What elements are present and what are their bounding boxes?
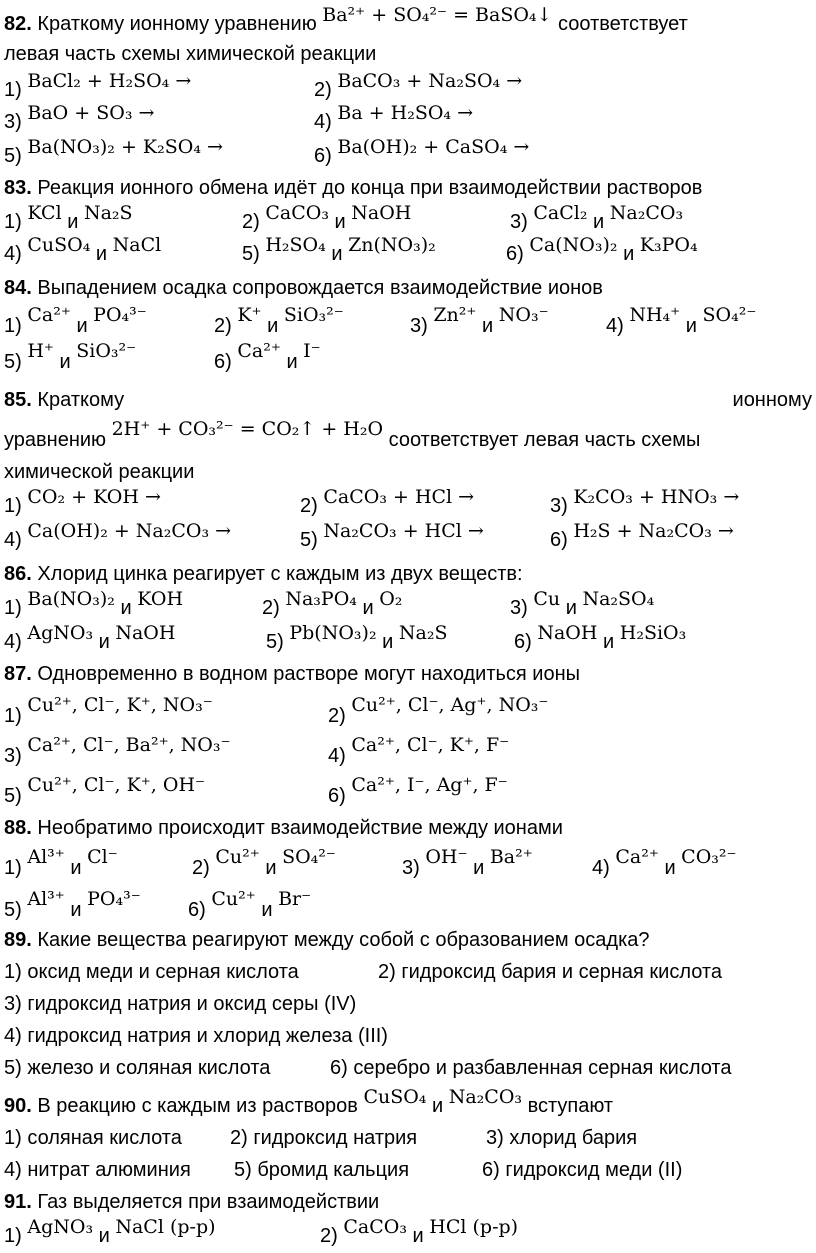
option-number: 4) [4, 529, 22, 551]
option-number: 1) [4, 315, 22, 337]
option-number: 2) [314, 79, 332, 101]
option-ion-b: SiO₃²⁻ [283, 304, 344, 326]
q85-lead [4, 388, 124, 412]
q83-option-2 [242, 202, 412, 234]
option-ion-b: SiO₃²⁻ [76, 340, 137, 362]
q87-option-3 [4, 734, 231, 768]
option-ion-a: Al³⁺ [27, 846, 65, 868]
option-ion-b: Br⁻ [278, 888, 312, 910]
q86-option-4 [4, 622, 176, 654]
option-conjunction: и [362, 597, 374, 619]
q86-option-2 [262, 588, 403, 620]
q86-option-1 [4, 588, 184, 620]
option-number: 3) [550, 495, 568, 517]
q87-option-6 [328, 774, 508, 808]
q86-text: Хлорид цинка реагирует с каждым из двух веществ: [37, 563, 523, 585]
option-ion-b: Cl⁻ [87, 846, 118, 868]
option-ion-b: PO₄³⁻ [87, 888, 141, 910]
option-ion-b: I⁻ [303, 340, 321, 362]
option-number: 1) [4, 857, 22, 879]
q88-option-6 [188, 888, 312, 922]
option-formula: BaO + SO₃ → [27, 102, 155, 124]
option-conjunction: и [286, 351, 298, 373]
q87-text: Одновременно в водном растворе могут находиться ионы [37, 663, 581, 685]
option-ion-b: NO₃⁻ [498, 304, 549, 326]
q91-text: Газ выделяется при взаимодействии [37, 1191, 380, 1213]
q86-option-3 [510, 588, 655, 620]
option-ion-b: PO₄³⁻ [93, 304, 147, 326]
q85-line3: химической реакции [4, 461, 195, 483]
option-conjunction: и [593, 211, 605, 233]
q87-option-1 [4, 694, 213, 728]
q87-option-2 [328, 694, 549, 728]
q84-option-1 [4, 304, 147, 338]
q84-option-4 [606, 304, 757, 338]
option-formula-b: K₃PO₄ [639, 234, 698, 256]
q82-option-1 [4, 70, 192, 102]
q87-heading [4, 662, 812, 686]
option-conjunction: и [623, 243, 635, 265]
q87-option-5 [4, 774, 206, 808]
option-number: 2) [320, 1225, 338, 1247]
q90-option-2: 2) гидроксид натрия [230, 1127, 418, 1149]
option-conjunction: и [664, 857, 676, 879]
q88-text: Необратимо происходит взаимодействие между ионами [37, 817, 563, 839]
q90-formula-a: CuSO₄ [363, 1086, 427, 1108]
q88-number: 88. [4, 817, 32, 839]
option-number: 3) [510, 597, 528, 619]
option-ion-a: NH₄⁺ [629, 304, 681, 326]
q82-text-2: соответствует [558, 13, 688, 35]
option-conjunction: и [95, 243, 108, 265]
option-number: 3) [4, 745, 22, 767]
option-number: 6) [214, 351, 232, 373]
q90-heading [4, 1086, 812, 1118]
option-number: 4) [314, 111, 332, 133]
option-conjunction: и [59, 351, 71, 373]
q83-option-3 [510, 202, 684, 234]
option-formula-b: NaCl [112, 234, 162, 256]
option-ion-b: SO₄²⁻ [282, 846, 336, 868]
q85-option-4 [4, 520, 232, 552]
q84-text: Выпадением осадка сопровождается взаимодействие ионов [37, 277, 603, 299]
option-formula-b: KOH [137, 588, 184, 610]
option-formula: BaCl₂ + H₂SO₄ → [27, 70, 192, 92]
q85-option-3 [550, 486, 740, 518]
q87-option-4 [328, 734, 510, 768]
q83-option-6 [506, 234, 698, 266]
q90-option-3: 3) хлорид бария [486, 1127, 638, 1149]
q89-text: Какие вещества реагируют между собой с образованием осадка? [37, 929, 650, 951]
q82-option-6 [314, 136, 530, 168]
option-conjunction: и [70, 899, 82, 921]
q91-option-2 [320, 1216, 519, 1248]
option-ions: Ca²⁺, I⁻, Ag⁺, F⁻ [351, 774, 508, 796]
q89-option-5: 5) железо и соляная кислота [4, 1057, 271, 1079]
q88-option-5 [4, 888, 141, 922]
option-conjunction: и [70, 857, 82, 879]
q82-text-1: Краткому ионному уравнению [37, 13, 317, 35]
q88-option-3 [402, 846, 533, 880]
option-ion-b: SO₄²⁻ [702, 304, 757, 326]
q84-option-5 [4, 340, 137, 374]
q83-text: Реакция ионного обмена идёт до конца при взаимодействии растворов [37, 177, 703, 199]
option-conjunction: и [565, 597, 577, 619]
option-conjunction: и [685, 315, 697, 337]
option-ion-a: K⁺ [237, 304, 262, 326]
option-number: 2) [262, 597, 280, 619]
q90-number: 90. [4, 1095, 32, 1117]
option-number: 3) [410, 315, 428, 337]
option-formula-b: Na₂CO₃ [609, 202, 684, 224]
q91-number: 91. [4, 1191, 32, 1213]
option-number: 6) [328, 785, 346, 807]
option-conjunction: и [98, 631, 110, 653]
option-number: 6) [506, 243, 524, 265]
option-number: 6) [188, 899, 206, 921]
q83-option-5 [242, 234, 436, 266]
option-number: 5) [242, 243, 260, 265]
option-formula: K₂CO₃ + HNO₃ → [573, 486, 740, 508]
option-formula-a: CaCO₃ [343, 1216, 407, 1238]
q90-option-5: 5) бромид кальция [234, 1159, 410, 1181]
option-formula: Ba + H₂SO₄ → [337, 102, 474, 124]
option-ion-b: CO₃²⁻ [681, 846, 737, 868]
option-number: 1) [4, 1225, 22, 1247]
option-number: 2) [242, 211, 260, 233]
option-formula-b: NaCl (р-р) [115, 1216, 216, 1238]
q85-word-2: ионному [732, 389, 812, 411]
option-conjunction: и [473, 857, 485, 879]
q82-option-2 [314, 70, 523, 102]
q88-heading [4, 816, 812, 840]
option-formula: BaCO₃ + Na₂SO₄ → [337, 70, 523, 92]
option-number: 5) [4, 145, 22, 167]
q82-option-5 [4, 136, 223, 168]
option-number: 5) [4, 899, 22, 921]
q85-line1 [4, 388, 812, 412]
option-ions: Cu²⁺, Cl⁻, Ag⁺, NO₃⁻ [351, 694, 549, 716]
option-formula: Na₂CO₃ + HCl → [323, 520, 484, 542]
option-conjunction: и [261, 899, 273, 921]
option-formula-b: Zn(NO₃)₂ [348, 234, 436, 256]
q88-option-2 [192, 846, 336, 880]
option-conjunction: и [67, 211, 79, 233]
option-conjunction: и [267, 315, 279, 337]
q83-option-1 [4, 202, 133, 234]
option-formula-a: KCl [27, 202, 62, 224]
q85-text-1: уравнению [4, 429, 107, 451]
option-formula-a: Pb(NO₃)₂ [289, 622, 377, 644]
option-conjunction: и [482, 315, 494, 337]
q88-option-1 [4, 846, 118, 880]
q86-number: 86. [4, 563, 32, 585]
q85-text-2: соответствует левая часть схемы [388, 429, 701, 451]
option-number: 6) [550, 529, 568, 551]
option-formula-a: CaCO₃ [265, 202, 329, 224]
q85-word-1: Краткому [37, 389, 125, 411]
q82-option-4 [314, 102, 474, 134]
option-formula-a: H₂SO₄ [265, 234, 326, 256]
q90-option-4: 4) нитрат алюминия [4, 1159, 191, 1181]
option-formula: Ba(OH)₂ + CaSO₄ → [337, 136, 530, 158]
option-number: 5) [4, 351, 22, 373]
q83-option-4 [4, 234, 162, 266]
option-conjunction: и [603, 631, 615, 653]
option-number: 3) [4, 111, 22, 133]
q82-number: 82. [4, 13, 32, 35]
q90-text-2: вступают [527, 1095, 614, 1117]
option-number: 1) [4, 705, 22, 727]
q85-option-1 [4, 486, 161, 518]
option-number: 4) [592, 857, 610, 879]
option-number: 2) [300, 495, 318, 517]
q84-option-6 [214, 340, 321, 374]
option-conjunction: и [334, 211, 346, 233]
option-conjunction: и [382, 631, 394, 653]
q82-line2: левая часть схемы химической реакции [4, 43, 377, 65]
q90-conjunction: и [431, 1095, 444, 1117]
q82-line1 [4, 4, 812, 36]
option-formula: H₂S + Na₂CO₃ → [573, 520, 734, 542]
option-ions: Ca²⁺, Cl⁻, K⁺, F⁻ [351, 734, 510, 756]
option-number: 5) [300, 529, 318, 551]
option-formula-a: Ca(NO₃)₂ [529, 234, 618, 256]
q85-line2 [4, 418, 812, 452]
q84-option-2 [214, 304, 344, 338]
option-formula-b: Na₂S [83, 202, 133, 224]
q85-number: 85. [4, 389, 32, 411]
q89-option-1: 1) оксид меди и серная кислота [4, 961, 299, 983]
q90-option-6: 6) гидроксид меди (II) [482, 1159, 683, 1181]
q82-option-3 [4, 102, 155, 134]
option-ion-a: Cu²⁺ [215, 846, 260, 868]
option-conjunction: и [412, 1225, 424, 1247]
option-number: 3) [402, 857, 420, 879]
option-ion-a: OH⁻ [425, 846, 468, 868]
q91-heading [4, 1190, 812, 1214]
option-conjunction: и [265, 857, 277, 879]
q86-option-5 [266, 622, 448, 654]
option-formula-a: Ba(NO₃)₂ [27, 588, 115, 610]
q85-equation: 2H⁺ + CO₃²⁻ = CO₂↑ + H₂O [111, 418, 384, 440]
option-ion-a: Zn²⁺ [433, 304, 477, 326]
option-number: 4) [4, 243, 22, 265]
option-formula-a: AgNO₃ [27, 1216, 94, 1238]
option-formula-b: Na₂SO₄ [582, 588, 655, 610]
option-conjunction: и [331, 243, 343, 265]
q91-option-1 [4, 1216, 216, 1248]
q87-number: 87. [4, 663, 32, 685]
option-formula-a: CaCl₂ [533, 202, 588, 224]
q89-option-6: 6) серебро и разбавленная серная кислота [330, 1057, 732, 1079]
option-number: 2) [214, 315, 232, 337]
option-ion-a: Ca²⁺ [27, 304, 71, 326]
option-number: 2) [328, 705, 346, 727]
option-formula-a: Cu [533, 588, 561, 610]
option-number: 2) [192, 857, 210, 879]
q83-number: 83. [4, 177, 32, 199]
q86-option-6 [514, 622, 687, 654]
option-conjunction: и [98, 1225, 110, 1247]
option-number: 1) [4, 495, 22, 517]
option-formula: CaCO₃ + HCl → [323, 486, 475, 508]
option-formula-a: CuSO₄ [27, 234, 91, 256]
option-ion-a: Ca²⁺ [615, 846, 659, 868]
q83-heading [4, 176, 812, 200]
q85-option-5 [300, 520, 484, 552]
option-formula-a: Na₃PO₄ [285, 588, 357, 610]
q89-number: 89. [4, 929, 32, 951]
q85-option-6 [550, 520, 734, 552]
option-number: 1) [4, 211, 22, 233]
option-ions: Cu²⁺, Cl⁻, K⁺, OH⁻ [27, 774, 206, 796]
q88-option-4 [592, 846, 737, 880]
option-conjunction: и [76, 315, 88, 337]
q89-heading [4, 928, 812, 952]
q89-option-3: 3) гидроксид натрия и оксид серы (IV) [4, 993, 357, 1015]
option-formula-b: O₂ [379, 588, 403, 610]
q86-heading [4, 562, 812, 586]
option-ion-a: Cu²⁺ [211, 888, 256, 910]
option-formula: CO₂ + KOH → [27, 486, 161, 508]
option-ion-b: Ba²⁺ [489, 846, 533, 868]
option-number: 5) [266, 631, 284, 653]
option-formula-b: NaOH [115, 622, 176, 644]
q90-text-1: В реакцию с каждым из растворов [37, 1095, 358, 1117]
q84-option-3 [410, 304, 549, 338]
q89-option-4: 4) гидроксид натрия и хлорид железа (III) [4, 1025, 388, 1047]
option-ion-a: Al³⁺ [27, 888, 65, 910]
option-formula-a: AgNO₃ [27, 622, 94, 644]
option-formula: Ca(OH)₂ + Na₂CO₃ → [27, 520, 232, 542]
option-formula: Ba(NO₃)₂ + K₂SO₄ → [27, 136, 223, 158]
option-formula-b: H₂SiO₃ [619, 622, 687, 644]
option-number: 4) [4, 631, 22, 653]
option-formula-a: NaOH [537, 622, 598, 644]
option-number: 3) [510, 211, 528, 233]
option-number: 5) [4, 785, 22, 807]
option-ions: Ca²⁺, Cl⁻, Ba²⁺, NO₃⁻ [27, 734, 231, 756]
q90-formula-b: Na₂CO₃ [448, 1086, 523, 1108]
option-number: 4) [328, 745, 346, 767]
option-number: 6) [314, 145, 332, 167]
q89-option-2: 2) гидроксид бария и серная кислота [378, 961, 722, 983]
option-formula-b: NaOH [351, 202, 412, 224]
q84-heading [4, 276, 812, 300]
option-formula-b: HCl (р-р) [429, 1216, 519, 1238]
option-formula-b: Na₂S [398, 622, 448, 644]
option-number: 4) [606, 315, 624, 337]
option-conjunction: и [120, 597, 132, 619]
q82-equation: Ba²⁺ + SO₄²⁻ = BaSO₄↓ [322, 4, 553, 26]
option-ion-a: H⁺ [27, 340, 54, 362]
option-number: 1) [4, 597, 22, 619]
option-ions: Cu²⁺, Cl⁻, K⁺, NO₃⁻ [27, 694, 213, 716]
q84-number: 84. [4, 277, 32, 299]
q90-option-1: 1) соляная кислота [4, 1127, 182, 1149]
option-number: 1) [4, 79, 22, 101]
q85-option-2 [300, 486, 475, 518]
option-ion-a: Ca²⁺ [237, 340, 281, 362]
option-number: 6) [514, 631, 532, 653]
